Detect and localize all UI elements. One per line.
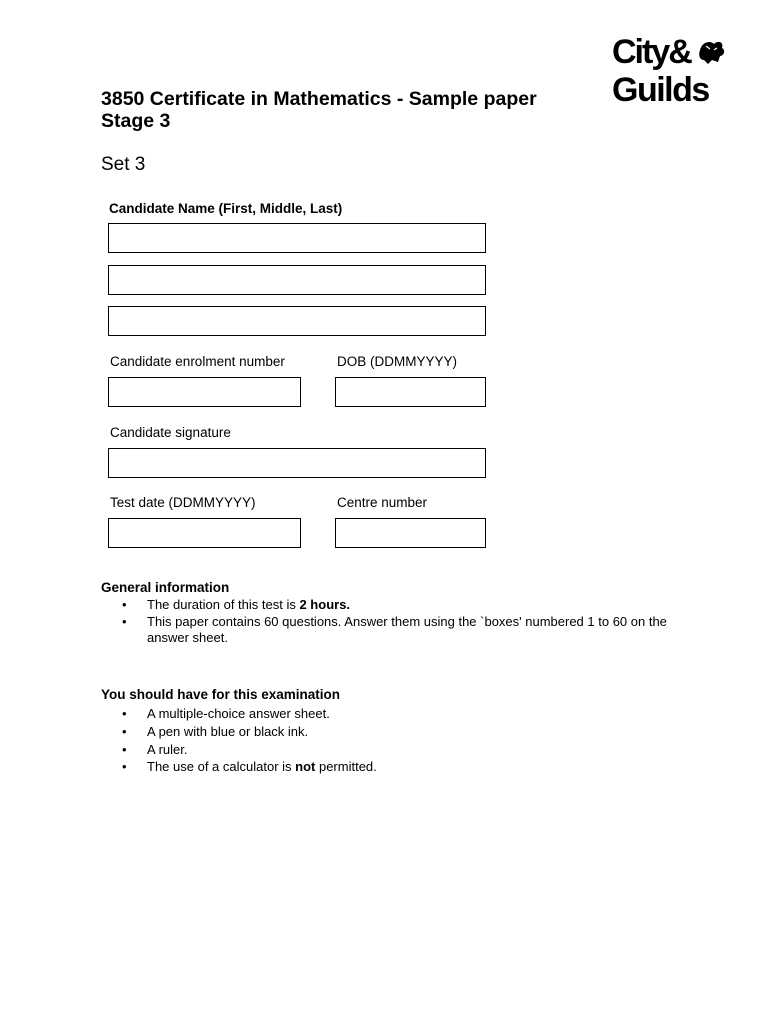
general-information-list (101, 597, 677, 646)
logo-text-line2: Guilds (612, 71, 709, 109)
paper-stage: Stage 3 (101, 110, 171, 132)
test-date-label: Test date (DDMMYYYY) (110, 495, 256, 510)
dob-label: DOB (DDMMYYYY) (337, 354, 458, 369)
list-item (101, 597, 677, 613)
set-label: Set 3 (101, 154, 146, 175)
list-item (101, 614, 677, 646)
candidate-name-label: Candidate Name (First, Middle, Last) (109, 201, 343, 216)
bullet-icon: • (122, 724, 127, 739)
list-item (101, 724, 677, 740)
bullet-icon: • (122, 614, 127, 629)
signature-label: Candidate signature (110, 425, 231, 440)
bullet-icon: • (122, 742, 127, 757)
enrolment-number-box[interactable] (108, 377, 301, 407)
logo-text-line1: City& (612, 33, 691, 71)
requirement-text: A pen with blue or black ink. (147, 724, 309, 739)
questions-text: This paper contains 60 questions. Answer them using the `boxes' numbered 1 to 60 on the answer sheet. (147, 614, 667, 645)
requirement-text: A multiple-choice answer sheet. (147, 706, 330, 721)
bullet-icon: • (122, 759, 127, 774)
duration-text: The duration of this test is (147, 597, 300, 612)
list-item (101, 706, 677, 722)
centre-number-label: Centre number (337, 495, 428, 510)
candidate-name-middle-box[interactable] (108, 265, 486, 295)
calculator-text-bold: not (295, 759, 316, 774)
list-item (101, 759, 677, 775)
list-item (101, 742, 677, 758)
city-and-guilds-logo-graphic (600, 30, 740, 110)
paper-title: 3850 Certificate in Mathematics - Sample paper (101, 88, 537, 110)
centre-number-box[interactable] (335, 518, 486, 548)
requirements-list (101, 706, 677, 775)
duration-value: 2 hours. (299, 597, 351, 612)
signature-box[interactable] (108, 448, 486, 478)
bullet-icon: • (122, 597, 127, 612)
lion-icon (699, 42, 724, 64)
calculator-text-before: The use of a calculator is (147, 759, 296, 774)
enrolment-number-label: Candidate enrolment number (110, 354, 285, 369)
city-and-guilds-logo (600, 30, 740, 110)
general-information-heading: General information (101, 580, 230, 595)
dob-box[interactable] (335, 377, 486, 407)
requirement-text: A ruler. (147, 742, 188, 757)
candidate-name-last-box[interactable] (108, 306, 486, 336)
candidate-name-first-box[interactable] (108, 223, 486, 253)
requirements-heading: You should have for this examination (101, 687, 341, 702)
bullet-icon: • (122, 706, 127, 721)
calculator-text-after: permitted. (315, 759, 377, 774)
test-date-box[interactable] (108, 518, 301, 548)
